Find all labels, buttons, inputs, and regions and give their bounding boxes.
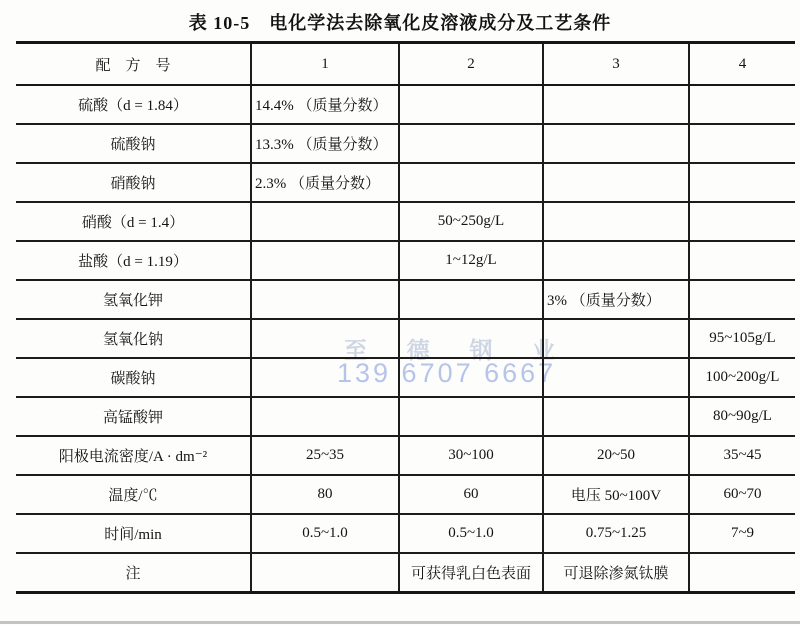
cell — [543, 202, 689, 241]
cell — [251, 202, 399, 241]
cell: 35~45 — [689, 436, 795, 475]
cell: 可获得乳白色表面 — [399, 553, 543, 593]
table-row — [16, 280, 795, 319]
cell — [399, 397, 543, 436]
row-label: 硫酸钠 — [16, 124, 251, 163]
table-row — [16, 202, 795, 241]
cell — [251, 280, 399, 319]
cell — [689, 202, 795, 241]
cell: 0.5~1.0 — [251, 514, 399, 553]
cell — [399, 319, 543, 358]
cell: 0.5~1.0 — [399, 514, 543, 553]
cell — [689, 553, 795, 593]
table-row — [16, 124, 795, 163]
cell — [689, 85, 795, 124]
row-label: 时间/min — [16, 514, 251, 553]
cell: 0.75~1.25 — [543, 514, 689, 553]
header-col-3: 3 — [543, 43, 689, 86]
cell — [251, 241, 399, 280]
row-label: 硫酸（d = 1.84） — [16, 85, 251, 124]
cell: 7~9 — [689, 514, 795, 553]
row-label: 注 — [16, 553, 251, 593]
cell — [543, 241, 689, 280]
cell — [399, 163, 543, 202]
table-title: 表 10-5 电化学法去除氧化皮溶液成分及工艺条件 — [188, 13, 612, 33]
table-row — [16, 319, 795, 358]
cell: 60 — [399, 475, 543, 514]
cell — [251, 358, 399, 397]
table-row — [16, 436, 795, 475]
table-row — [16, 475, 795, 514]
cell — [543, 163, 689, 202]
row-label: 温度/℃ — [16, 475, 251, 514]
page-edge-scan-line — [0, 621, 800, 624]
header-formula-no: 配 方 号 — [16, 43, 251, 86]
cell: 20~50 — [543, 436, 689, 475]
cell: 50~250g/L — [399, 202, 543, 241]
table-row — [16, 514, 795, 553]
cell — [399, 280, 543, 319]
cell: 60~70 — [689, 475, 795, 514]
cell — [251, 397, 399, 436]
table-row — [16, 358, 795, 397]
cell: 2.3% （质量分数） — [251, 163, 399, 202]
cell — [689, 163, 795, 202]
cell — [543, 358, 689, 397]
cell — [689, 280, 795, 319]
cell: 3% （质量分数） — [543, 280, 689, 319]
table-row — [16, 397, 795, 436]
row-label: 阳极电流密度/A · dm⁻² — [16, 436, 251, 475]
cell — [251, 319, 399, 358]
cell: 80 — [251, 475, 399, 514]
cell — [399, 124, 543, 163]
watermark-phone-number: 139 6707 6667 — [337, 358, 557, 388]
row-label: 碳酸钠 — [16, 358, 251, 397]
row-label: 硝酸钠 — [16, 163, 251, 202]
cell — [399, 85, 543, 124]
cell: 95~105g/L — [689, 319, 795, 358]
table-row — [16, 553, 795, 593]
header-col-2: 2 — [399, 43, 543, 86]
row-label: 硝酸（d = 1.4） — [16, 202, 251, 241]
cell: 可退除渗氮钛膜 — [543, 553, 689, 593]
cell: 1~12g/L — [399, 241, 543, 280]
row-label: 氢氧化钠 — [16, 319, 251, 358]
cell — [543, 124, 689, 163]
cell — [543, 85, 689, 124]
cell — [399, 358, 543, 397]
cell — [689, 124, 795, 163]
cell: 80~90g/L — [689, 397, 795, 436]
row-label: 高锰酸钾 — [16, 397, 251, 436]
cell: 25~35 — [251, 436, 399, 475]
cell — [689, 241, 795, 280]
table-row — [16, 241, 795, 280]
cell: 30~100 — [399, 436, 543, 475]
table-row — [16, 163, 795, 202]
cell: 100~200g/L — [689, 358, 795, 397]
header-col-4: 4 — [689, 43, 795, 86]
watermark-company-text: 至 德 钢 业 — [344, 338, 573, 363]
cell — [543, 319, 689, 358]
table-row — [16, 85, 795, 124]
cell: 13.3% （质量分数） — [251, 124, 399, 163]
header-row — [16, 43, 795, 86]
cell: 14.4% （质量分数） — [251, 85, 399, 124]
cell — [543, 397, 689, 436]
row-label: 盐酸（d = 1.19） — [16, 241, 251, 280]
cell — [251, 553, 399, 593]
cell: 电压 50~100V — [543, 475, 689, 514]
row-label: 氢氧化钾 — [16, 280, 251, 319]
header-col-1: 1 — [251, 43, 399, 86]
solution-composition-table — [16, 41, 795, 594]
